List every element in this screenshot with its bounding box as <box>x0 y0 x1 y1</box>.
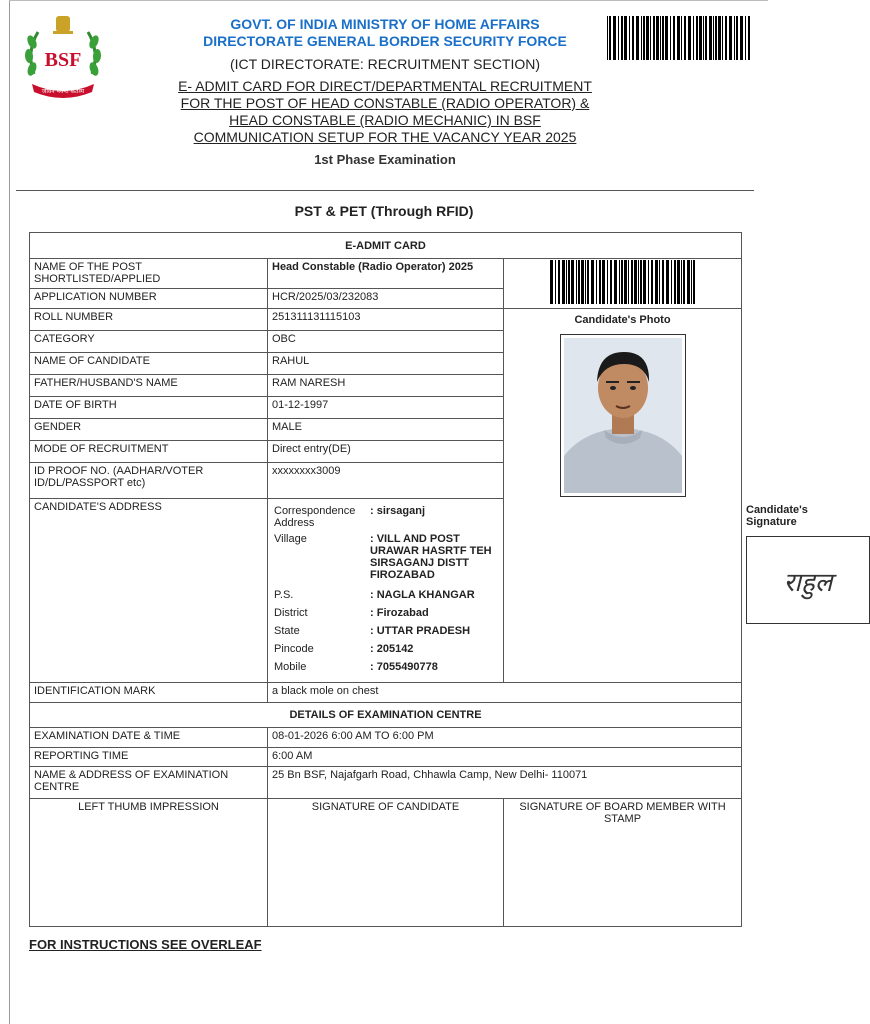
barcode-bar <box>607 260 608 304</box>
barcode-bar <box>640 260 642 304</box>
barcode-bar <box>624 16 627 60</box>
barcode-bar <box>587 260 589 304</box>
barcode-bar <box>729 16 732 60</box>
barcode-bar <box>581 260 584 304</box>
signature-image <box>749 539 867 621</box>
field-label: GENDER <box>30 419 268 441</box>
section-title: PST & PET (Through RFID) <box>294 203 474 219</box>
barcode-bar <box>696 16 698 60</box>
photo-cell <box>504 309 742 683</box>
field-label: NAME OF THE POST SHORTLISTED/APPLIED <box>30 259 268 289</box>
post-value: Head Constable (Radio Operator) 2025 <box>268 259 504 289</box>
barcode-bar <box>571 260 574 304</box>
photo-label: Candidate's Photo <box>574 314 671 326</box>
barcode-bar <box>568 260 570 304</box>
barcode-bar <box>566 260 567 304</box>
barcode-bar <box>713 16 714 60</box>
barcode-bar <box>703 16 704 60</box>
barcode-bar <box>748 16 750 60</box>
barcode-bar <box>655 260 658 304</box>
barcode-bar <box>718 16 721 60</box>
barcode-cell <box>504 259 742 309</box>
field-label: CANDIDATE'S ADDRESS <box>30 499 268 683</box>
logo-motto: जीवन पर्यन्त कर्तव्य <box>41 88 85 95</box>
field-label: ID PROOF NO. (AADHAR/VOTER ID/DL/PASSPORT etc) <box>30 463 268 499</box>
identification-mark: a black mole on chest <box>268 683 742 703</box>
barcode-bar <box>709 16 712 60</box>
barcode-bar <box>650 16 651 60</box>
barcode-bar <box>745 16 746 60</box>
gender: MALE <box>268 419 504 441</box>
admit-card-heading: E-ADMIT CARD <box>30 233 742 259</box>
header-separator <box>16 190 754 191</box>
exam-date-time: 08-01-2026 6:00 AM TO 6:00 PM <box>268 728 742 748</box>
address-value: : VILL AND POST URAWAR HASRTF TEH SIRSAGANJ DISTT FIROZABAD <box>370 533 492 581</box>
address-table <box>270 503 501 675</box>
field-label: APPLICATION NUMBER <box>30 289 268 309</box>
barcode-bar <box>602 260 605 304</box>
barcode-bar <box>631 260 633 304</box>
barcode-bar <box>683 260 685 304</box>
candidate-photo <box>560 334 686 497</box>
field-label: NAME & ADDRESS OF EXAMINATION CENTRE <box>30 767 268 799</box>
field-label: MODE OF RECRUITMENT <box>30 441 268 463</box>
address-value: : 205142 <box>370 643 414 655</box>
address-value: : sirsaganj <box>370 505 426 517</box>
barcode-bar <box>621 16 623 60</box>
title-line: COMMUNICATION SETUP FOR THE VACANCY YEAR 2025 <box>193 129 577 145</box>
exam-centre-heading: DETAILS OF EXAMINATION CENTRE <box>30 703 742 728</box>
barcode-bar <box>715 16 717 60</box>
admit-card-table: E-ADMIT CARD NAME OF THE POST SHORTLISTED/APPLIED Head Constable (Radio Operator) 2025 APPLICATION NUMBER HCR/2025/03/232083 ROLL NUMBER 251311131115103 Candidate's Photo CATEGORY OBC NAME OF CANDIDATE RAHUL FATHER/HUSBAND'S NAME RAM NARESH DATE OF BIRTH 01-12-1997 GENDER MALE MODE OF RECRUITMENT Direct entry(DE) ID PROOF NO. (AADHAR/VOTER ID/DL/PASSPORT etc) xxxxxxxx3009 CANDIDATE'S ADDRESS Correspondence Address : sirsaganj Village : VILL AND POST URAWAR HASRTF TEH SIRSAGANJ DISTT FIROZABAD P.S. : NAGLA KHANGAR District : Firozabad State : UTTAR PRADESH Pincode : 205142 Mobile : 7055490778 Candidate's Signature राहुल IDENTIFICATION MARK a black mole on chest DETAILS OF EXAMINATION CENTRE EXAMINATION DATE & TIME 08-01-2026 6:00 AM TO 6:00 PM REPORTING TIME 6:00 AM NAME & ADDRESS OF EXAMINATION CENTRE 25 Bn BSF, Najafgarh Road, Chhawla Camp, New Delhi- 110071 LEFT THUMB IMPRESSION SIGNATURE OF CANDIDATE SIGNATURE OF BOARD MEMBER WITH STAMP <box>29 232 742 927</box>
board-member-signature-box: SIGNATURE OF BOARD MEMBER WITH STAMP <box>504 799 742 927</box>
address-key: Village <box>274 533 307 545</box>
address-cell <box>268 499 504 683</box>
thumb-impression-box: LEFT THUMB IMPRESSION <box>30 799 268 927</box>
barcode-bar <box>674 260 676 304</box>
address-value: : Firozabad <box>370 607 429 619</box>
barcode-bar <box>613 16 616 60</box>
field-label: NAME OF CANDIDATE <box>30 353 268 375</box>
barcode-bar <box>722 16 723 60</box>
barcode-bar <box>673 16 675 60</box>
barcode-bar <box>578 260 580 304</box>
barcode-bar <box>659 260 660 304</box>
category: OBC <box>268 331 504 353</box>
barcode-bar <box>618 16 619 60</box>
header-directorate: DIRECTORATE GENERAL BORDER SECURITY FORCE <box>203 33 567 49</box>
barcode-bar <box>643 16 645 60</box>
barcode-bar <box>628 260 629 304</box>
date-of-birth: 01-12-1997 <box>268 397 504 419</box>
barcode-bar <box>662 260 664 304</box>
admit-card-barcode <box>549 260 697 304</box>
address-key: State <box>274 625 300 637</box>
field-label: IDENTIFICATION MARK <box>30 683 268 703</box>
barcode-bar <box>734 16 735 60</box>
exam-centre-address: 25 Bn BSF, Najafgarh Road, Chhawla Camp, New Delhi- 110071 <box>268 767 742 799</box>
barcode-bar <box>666 260 669 304</box>
address-key: Correspondence Address <box>274 505 356 529</box>
title-line: FOR THE POST OF HEAD CONSTABLE (RADIO OPERATOR) & <box>180 95 590 111</box>
logo-text: BSF <box>44 49 82 71</box>
barcode-bar <box>681 260 682 304</box>
address-value: : 7055490778 <box>370 661 438 673</box>
reporting-time: 6:00 AM <box>268 748 742 767</box>
barcode-bar <box>656 16 659 60</box>
barcode-bar <box>677 260 680 304</box>
barcode-bar <box>621 260 623 304</box>
barcode-bar <box>662 16 664 60</box>
barcode-bar <box>638 260 639 304</box>
candidate-photo-image <box>564 338 682 493</box>
field-label: EXAMINATION DATE & TIME <box>30 728 268 748</box>
barcode-bar <box>725 16 727 60</box>
barcode-bar <box>705 16 707 60</box>
application-number: HCR/2025/03/232083 <box>268 289 504 309</box>
barcode-bar <box>624 260 627 304</box>
instructions-link[interactable]: FOR INSTRUCTIONS SEE OVERLEAF <box>29 937 262 952</box>
barcode-bar <box>693 260 695 304</box>
barcode-bar <box>555 260 556 304</box>
address-key: Mobile <box>274 661 307 673</box>
barcode-bar <box>596 260 597 304</box>
header <box>150 16 620 167</box>
barcode-bar <box>591 260 594 304</box>
barcode-bar <box>693 16 694 60</box>
barcode-bar <box>576 260 577 304</box>
barcode-bar <box>688 16 691 60</box>
barcode-bar <box>699 16 702 60</box>
barcode-bar <box>670 16 671 60</box>
address-key: Pincode <box>274 643 314 655</box>
address-key: P.S. <box>274 589 294 601</box>
header-ministry: GOVT. OF INDIA MINISTRY OF HOME AFFAIRS <box>230 16 540 32</box>
barcode-bar <box>632 16 634 60</box>
barcode-bar <box>634 260 637 304</box>
barcode-bar <box>687 260 690 304</box>
roll-number: 251311131115103 <box>268 309 504 331</box>
barcode-bar <box>740 16 743 60</box>
header-section: (ICT DIRECTORATE: RECRUITMENT SECTION) <box>229 56 541 72</box>
barcode-bar <box>681 16 682 60</box>
header-barcode <box>606 16 752 60</box>
barcode-bar <box>619 260 620 304</box>
barcode-bar <box>641 16 642 60</box>
address-value: : UTTAR PRADESH <box>370 625 471 637</box>
barcode-bar <box>648 260 649 304</box>
barcode-bar <box>558 260 560 304</box>
barcode-bar <box>671 260 672 304</box>
barcode-bar <box>562 260 565 304</box>
page-left-border <box>9 0 10 1024</box>
phase-label: 1st Phase Examination <box>314 152 456 167</box>
barcode-bar <box>629 16 630 60</box>
barcode-bar <box>610 260 612 304</box>
barcode-bar <box>677 16 680 60</box>
barcode-bar <box>607 16 608 60</box>
barcode-bar <box>651 260 653 304</box>
barcode-bar <box>660 16 661 60</box>
admit-card-title <box>150 78 620 146</box>
barcode-bar <box>691 260 692 304</box>
barcode-bar <box>585 260 586 304</box>
signature-text: राहुल <box>783 568 833 598</box>
barcode-bar <box>736 16 738 60</box>
title-line: HEAD CONSTABLE (RADIO MECHANIC) IN BSF <box>229 112 541 128</box>
mode-of-recruitment: Direct entry(DE) <box>268 441 504 463</box>
barcode-bar <box>614 260 617 304</box>
barcode-bar <box>646 16 649 60</box>
address-key: District <box>274 607 308 619</box>
barcode-bar <box>609 16 611 60</box>
barcode-bar <box>665 16 668 60</box>
father-name: RAM NARESH <box>268 375 504 397</box>
field-label: REPORTING TIME <box>30 748 268 767</box>
field-label: CATEGORY <box>30 331 268 353</box>
barcode-bar <box>684 16 686 60</box>
field-label: ROLL NUMBER <box>30 309 268 331</box>
id-proof: xxxxxxxx3009 <box>268 463 504 499</box>
barcode-bar <box>653 16 655 60</box>
barcode-bar <box>643 260 646 304</box>
field-label: DATE OF BIRTH <box>30 397 268 419</box>
page-top-border <box>9 0 768 1</box>
bsf-logo <box>20 12 106 98</box>
barcode-bar <box>550 260 553 304</box>
barcode-bar <box>636 16 639 60</box>
title-line: E- ADMIT CARD FOR DIRECT/DEPARTMENTAL RECRUITMENT <box>178 78 592 94</box>
address-value: : NAGLA KHANGAR <box>370 589 475 601</box>
candidate-name: RAHUL <box>268 353 504 375</box>
candidate-signature <box>746 536 870 624</box>
candidate-signature-box: SIGNATURE OF CANDIDATE <box>268 799 504 927</box>
barcode-bar <box>599 260 601 304</box>
field-label: FATHER/HUSBAND'S NAME <box>30 375 268 397</box>
